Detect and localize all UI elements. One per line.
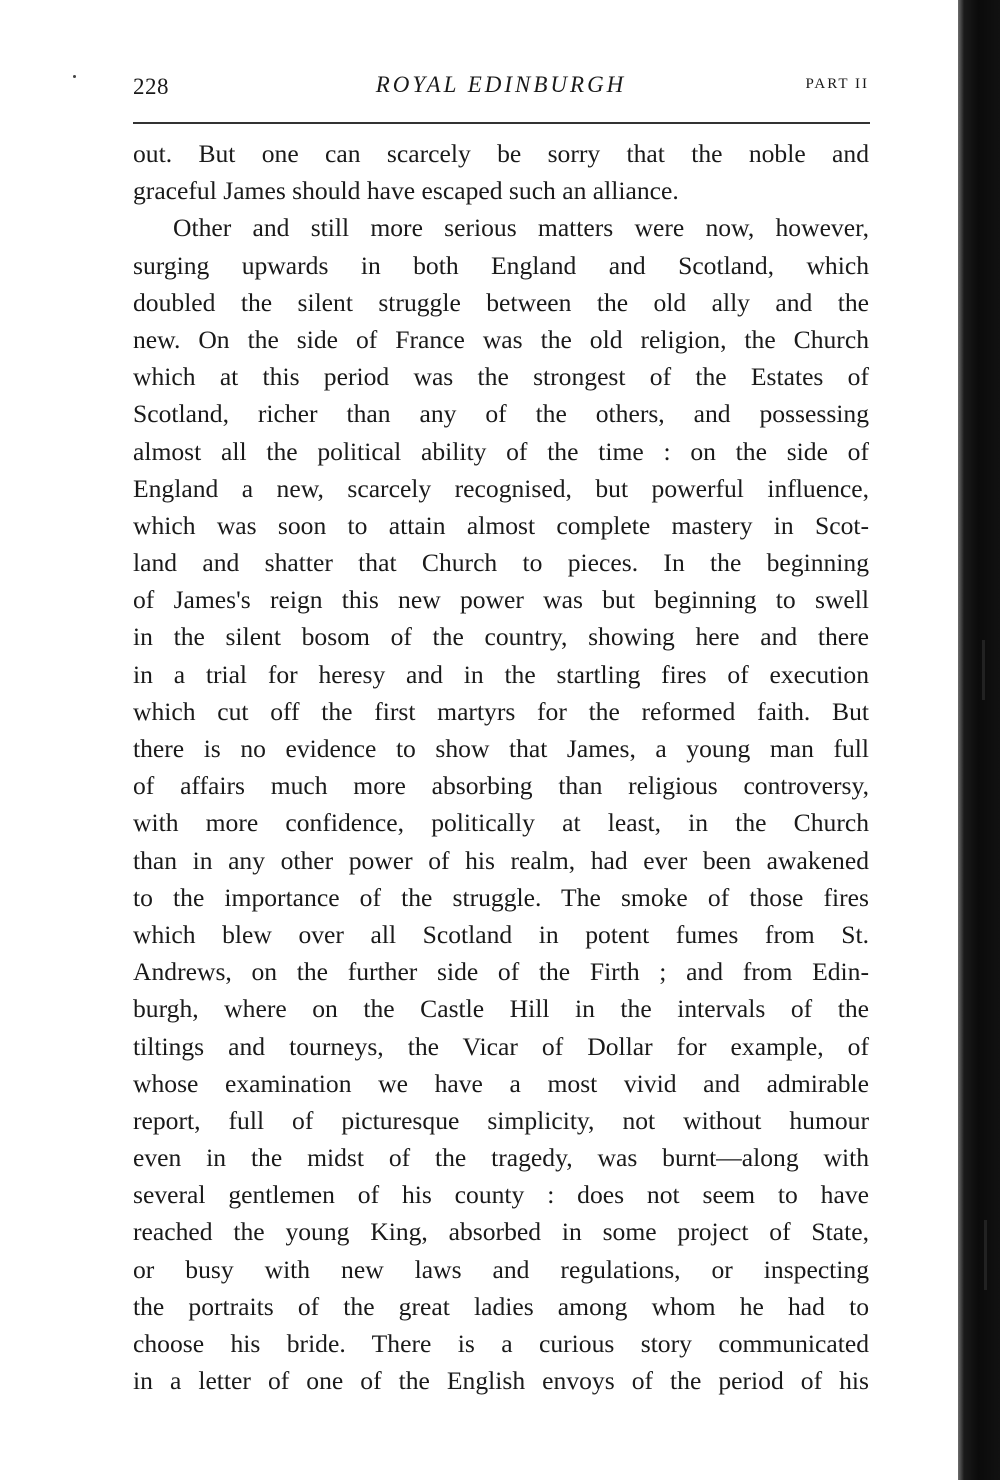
header-rule bbox=[133, 122, 870, 124]
text-line: doubled the silent struggle between the old ally and the bbox=[133, 287, 869, 317]
text-line: Other and still more serious matters were now, however, bbox=[173, 213, 869, 243]
text-line: surging upwards in both England and Scotland, which bbox=[133, 250, 869, 280]
page-number: 228 bbox=[133, 74, 169, 99]
text-line: of James's reign this new power was but beginning to swell bbox=[133, 585, 869, 615]
text-line: choose his bride. There is a curious story communicated bbox=[133, 1329, 869, 1358]
scanned-page-edge bbox=[958, 0, 1000, 1480]
text-line: the portraits of the great ladies among whom he had to bbox=[133, 1291, 869, 1321]
edge-mark bbox=[982, 640, 985, 700]
text-line: in the silent bosom of the country, showing here and there bbox=[133, 622, 869, 652]
text-line: several gentlemen of his county : does not seem to have bbox=[133, 1180, 869, 1210]
text-line: or busy with new laws and regulations, or inspecting bbox=[133, 1254, 869, 1284]
text-line: graceful James should have escaped such an alliance. bbox=[133, 176, 679, 206]
text-line: out. But one can scarcely be sorry that the noble and bbox=[133, 139, 869, 168]
text-line: which at this period was the strongest of the Estates of bbox=[133, 362, 869, 392]
text-line: even in the midst of the tragedy, was burnt—along with bbox=[133, 1143, 869, 1173]
text-line: Andrews, on the further side of the Firth ; and from Edin- bbox=[133, 957, 869, 987]
text-line: whose examination we have a most vivid and admirable bbox=[133, 1068, 869, 1098]
text-line: England a new, scarcely recognised, but powerful influence, bbox=[133, 473, 869, 503]
running-header bbox=[133, 72, 869, 106]
text-line: which was soon to attain almost complete mastery in Scot- bbox=[133, 510, 869, 540]
text-line: with more confidence, politically at least, in the Church bbox=[133, 808, 869, 838]
text-line: there is no evidence to show that James, a young man full bbox=[133, 734, 869, 763]
running-title: ROYAL EDINBURGH bbox=[375, 72, 627, 97]
text-line: tiltings and tourneys, the Vicar of Dollar for example, of bbox=[133, 1031, 869, 1061]
text-line: Scotland, richer than any of the others, and possessing bbox=[133, 399, 869, 429]
text-line: to the importance of the struggle. The smoke of those fires bbox=[133, 882, 869, 912]
text-line: burgh, where on the Castle Hill in the intervals of the bbox=[133, 994, 869, 1024]
ink-speck bbox=[73, 75, 76, 78]
text-line: in a letter of one of the English envoys of the period of his bbox=[133, 1366, 869, 1396]
text-line: land and shatter that Church to pieces. In the beginning bbox=[133, 548, 869, 578]
text-line: of affairs much more absorbing than religious controversy, bbox=[133, 771, 869, 801]
text-line: reached the young King, absorbed in some project of State, bbox=[133, 1217, 869, 1247]
text-line: than in any other power of his realm, had ever been awakened bbox=[133, 845, 869, 875]
part-label: PART II bbox=[805, 76, 869, 92]
text-line: report, full of picturesque simplicity, not without humour bbox=[133, 1105, 869, 1135]
text-line: in a trial for heresy and in the startling fires of execution bbox=[133, 659, 869, 689]
text-line: new. On the side of France was the old religion, the Church bbox=[133, 324, 869, 354]
text-line: which cut off the first martyrs for the reformed faith. But bbox=[133, 696, 869, 726]
edge-mark bbox=[984, 1220, 987, 1290]
text-line: which blew over all Scotland in potent fumes from St. bbox=[133, 919, 869, 949]
body-text bbox=[133, 135, 869, 1399]
text-line: almost all the political ability of the time : on the side of bbox=[133, 436, 869, 466]
